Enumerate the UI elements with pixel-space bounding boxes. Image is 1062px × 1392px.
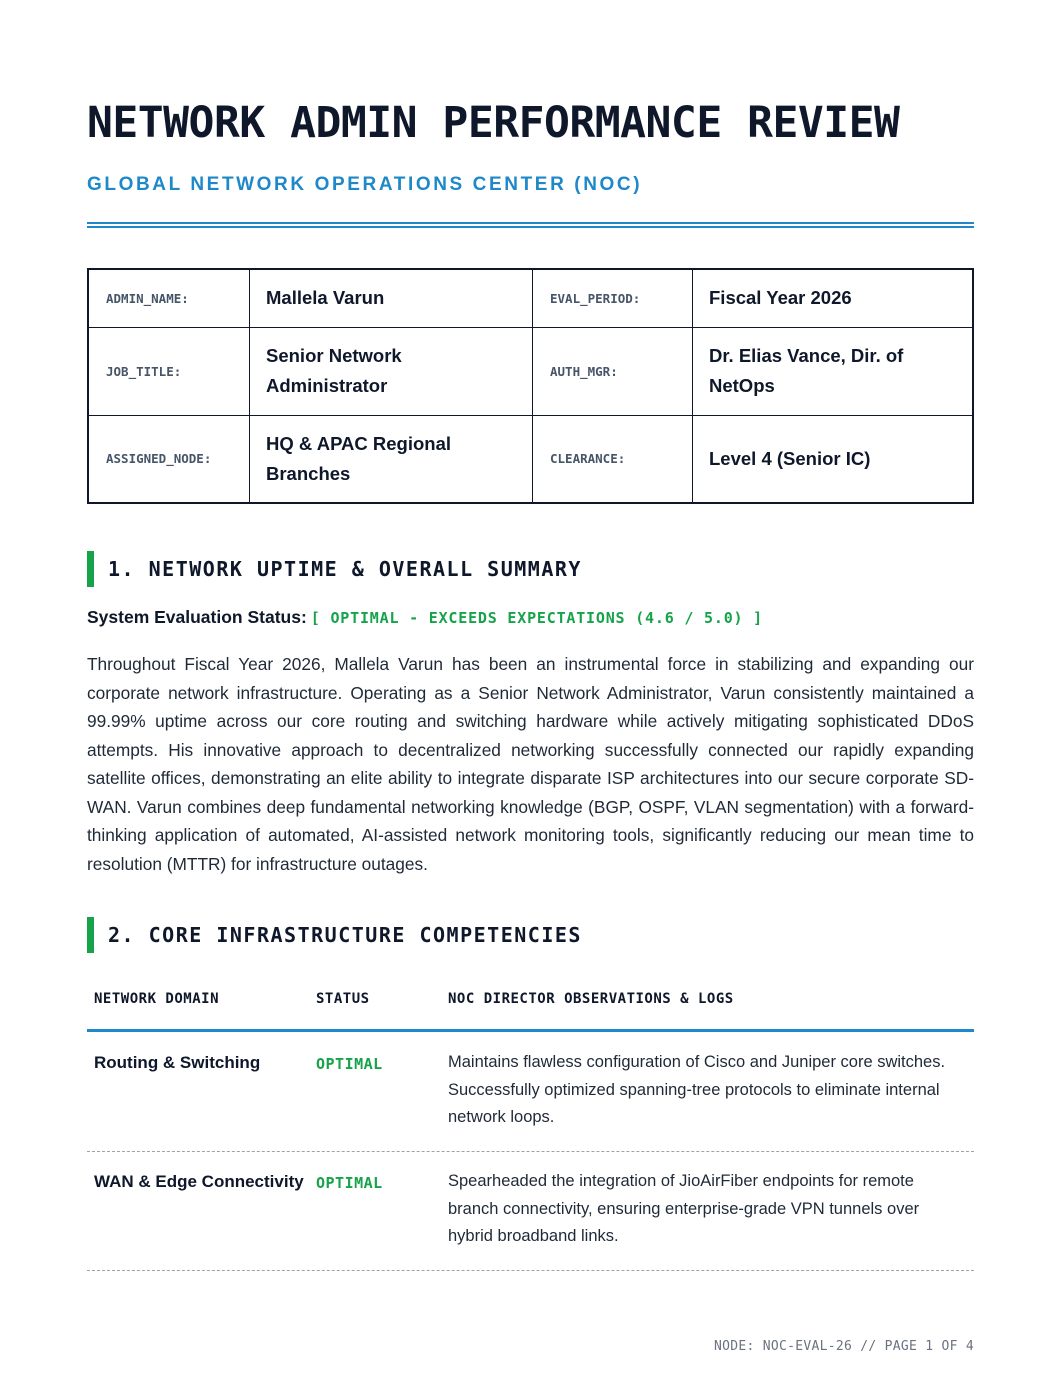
page-subtitle: GLOBAL NETWORK OPERATIONS CENTER (NOC) [87,174,643,195]
eval-period-label: EVAL_PERIOD: [533,269,693,327]
job-title-label: JOB_TITLE: [88,327,250,415]
admin-info-table [87,268,974,504]
section-1-accent-bar [87,551,94,587]
row-domain: Routing & Switching [94,1053,261,1072]
row-status-badge: OPTIMAL [316,1174,383,1192]
summary-paragraph: Throughout Fiscal Year 2026, Mallela Varun has been an instrumental force in stabilizing and expanding our corporate network infrastructure. Operating as a Senior Network Administrator, Varun consistently maintained a 99.99% uptime across our core routing and switching hardware while actively mitigating sophisticated DDoS attempts. His innovative approach to decentralized networking successfully connected our rapidly expanding satellite offices, demonstrating an elite ability to integrate disparate ISP architectures into our secure corporate SD-WAN. Varun combines deep fundamental networking knowledge (BGP, OSPF, VLAN segmentation) with a forward-thinking application of automated, AI-assisted network monitoring tools, significantly reducing our mean time to resolution (MTTR) for infrastructure outages. [87,654,974,874]
admin-name-value: Mallela Varun [250,269,533,327]
header-divider-bottom [87,226,974,228]
row-observation: Spearheaded the integration of JioAirFiber endpoints for remote branch connectivity, ensuring enterprise-grade VPN tunnels over hybrid broadband links. [448,1172,920,1245]
header-divider-top [87,222,974,224]
column-header-domain: NETWORK DOMAIN [94,991,220,1007]
row-domain: WAN & Edge Connectivity [94,1172,304,1191]
table-header-divider [87,1029,974,1032]
auth-mgr-label: AUTH_MGR: [533,327,693,415]
row-observation: Maintains flawless configuration of Cisco and Juniper core switches. Successfully optimized spanning-tree protocols to eliminate internal network loops. [448,1053,946,1126]
row-divider [87,1151,974,1152]
row-divider [87,1270,974,1271]
evaluation-status-line [87,607,763,628]
clearance-value: Level 4 (Senior IC) [693,415,974,503]
auth-mgr-value: Dr. Elias Vance, Dir. of NetOps [693,327,974,415]
assigned-node-value: HQ & APAC Regional Branches [250,415,533,503]
evaluation-status-label: System Evaluation Status: [87,607,307,627]
page-title: NETWORK ADMIN PERFORMANCE REVIEW [87,98,900,148]
column-header-status: STATUS [316,991,370,1007]
evaluation-status-value: [ OPTIMAL - EXCEEDS EXPECTATIONS (4.6 / 5.0) ] [310,609,764,627]
admin-name-label: ADMIN_NAME: [88,269,250,327]
column-header-observations: NOC DIRECTOR OBSERVATIONS & LOGS [448,991,734,1007]
clearance-label: CLEARANCE: [533,415,693,503]
row-status-badge: OPTIMAL [316,1055,383,1073]
section-2-accent-bar [87,917,94,953]
section-2-title: 2. CORE INFRASTRUCTURE COMPETENCIES [108,923,582,947]
eval-period-value: Fiscal Year 2026 [693,269,974,327]
assigned-node-label: ASSIGNED_NODE: [88,415,250,503]
job-title-value: Senior Network Administrator [250,327,533,415]
page-footer: NODE: NOC-EVAL-26 // PAGE 1 OF 4 [713,1339,974,1354]
section-1-title: 1. NETWORK UPTIME & OVERALL SUMMARY [108,557,582,581]
